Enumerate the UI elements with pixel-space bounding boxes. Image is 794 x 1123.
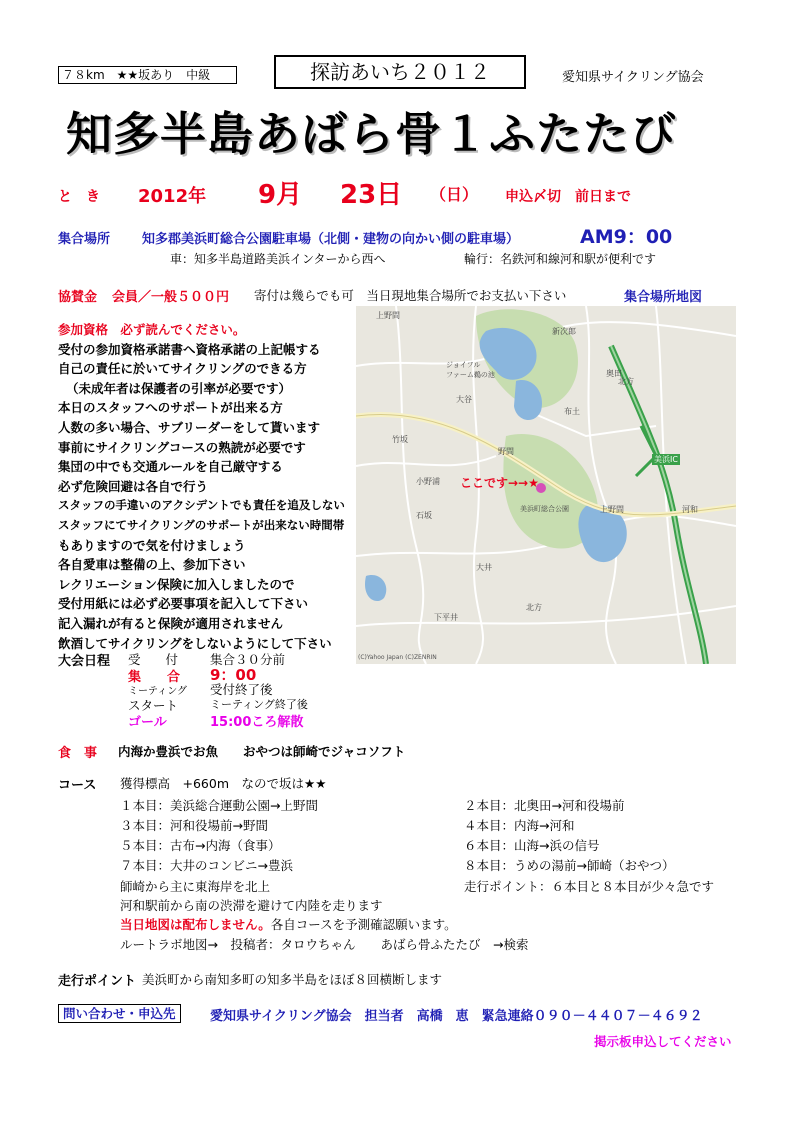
schedule-value: 集合３０分前 (210, 652, 286, 667)
map-place-label: 野間 (498, 447, 514, 456)
course-leg: ３本目：河和役場前→野間 (120, 818, 268, 833)
map-place-label: 竹坂 (392, 435, 408, 444)
requirement-line: 事前にサイクリングコースの熟読が必要です (58, 439, 306, 455)
schedule-row: 集 合 (128, 670, 181, 685)
map-place-label: 大井 (476, 563, 492, 572)
requirement-line: 各自愛車は整備の上、参加下さい (58, 557, 246, 573)
requirements-must: 必ず読んでください。 (120, 322, 246, 337)
course-leg: ７本目：大井のコンビニ→豊浜 (120, 858, 293, 873)
map-graphic (356, 306, 736, 664)
map-place-label: 奥田 (606, 369, 622, 378)
map-place-label: 美浜町総合公園 (520, 505, 569, 513)
fee-amount: 会員／一般５００円 (112, 290, 230, 305)
fee-note: 寄付は幾らでも可 当日現地集合場所でお支払い下さい (254, 288, 567, 303)
requirement-line: 本日のスタッフへのサポートが出来る方 (58, 400, 283, 416)
course-elevation: 獲得標高 +660m なので坂は★★ (120, 776, 327, 791)
meeting-label: 集合場所 (58, 232, 111, 247)
schedule-value: ミーティング終了後 (210, 698, 308, 711)
no-map-warning: 当日地図は配布しません。 (120, 917, 271, 932)
map-place-label: 上野間 (376, 311, 400, 320)
map-place-label: ファーム鵜の池 (446, 371, 495, 379)
meeting-map[interactable] (356, 306, 736, 664)
schedule-row: ミーティング (128, 686, 187, 697)
meeting-place: 知多郡美浜町総合公園駐車場（北側・建物の向かい側の駐車場） (142, 232, 520, 247)
requirements-heading: 参加資格 (58, 322, 109, 337)
date-year: 2012年 (138, 186, 207, 207)
difficulty-badge: ７８km ★★坂あり 中級 (58, 66, 237, 84)
schedule-row: 受 付 (128, 652, 179, 667)
map-place-label: 北方 (526, 603, 542, 612)
map-place-label: 小野浦 (416, 477, 440, 486)
requirement-line: 受付用紙には必ず必要事項を記入して下さい (58, 596, 309, 612)
requirement-line: 自己の責任に於いてサイクリングのできる方 (58, 361, 307, 377)
requirement-line: （未成年者は保護者の引率が必要です） (66, 380, 292, 396)
map-place-label: 布土 (564, 407, 580, 416)
route-search: ルートラボ地図→ 投稿者：タロウちゃん あばら骨ふたたび →検索 (120, 937, 529, 952)
requirement-line: 必ず危険回避は各自で行う (58, 478, 209, 494)
date-label: と き (58, 189, 100, 205)
requirement-line: 飲酒してサイクリングをしないようにして下さい (58, 635, 332, 651)
meeting-time: AM9：00 (580, 226, 673, 248)
requirement-line: レクリエーション保険に加入しましたので (58, 576, 295, 592)
map-marker-label: ここです→→★ (460, 476, 539, 490)
fee-label: 協賛金 (58, 290, 98, 305)
requirement-line: もありますので気を付けましょう (58, 537, 246, 553)
course-note: 走行ポイント：６本目と８本目が少々急です (464, 879, 715, 894)
schedule-label: 大会日程 (58, 654, 111, 669)
requirement-line: 受付の参加資格承諾書へ資格承諾の上記帳する (58, 341, 321, 357)
course-note: 河和駅前から南の渋滞を避けて内陸を走ります (120, 898, 383, 913)
point-text: 美浜町から南知多町の知多半島をほぼ８回横断します (142, 972, 443, 987)
map-place-label: 上野間 (600, 505, 624, 514)
course-note: 師崎から主に東海岸を北上 (120, 879, 271, 894)
course-leg: ２本目：北奥田→河和役場前 (464, 798, 625, 813)
contact-label: 問い合わせ・申込先 (58, 1004, 181, 1023)
schedule-value: 15:00ころ解散 (210, 715, 304, 730)
map-label: 集合場所地図 (624, 290, 703, 305)
requirement-line: スタッフの手違いのアクシデントでも責任を追及しない (58, 498, 345, 513)
date-weekday: （日） (430, 185, 479, 204)
meal-text: 内海か豊浜でお魚 おやつは師崎でジャコソフト (118, 744, 406, 759)
course-leg: １本目：美浜総合運動公園→上野間 (120, 798, 318, 813)
course-leg: ８本目：うめの湯前→師崎（おやつ） (464, 858, 675, 873)
contact-text: 愛知県サイクリング協会 担当者 高橋 恵 緊急連絡０９０－４４０７－４６９２ (210, 1009, 703, 1024)
map-place-label: 北方 (618, 377, 634, 386)
schedule-row: ゴール (128, 715, 167, 730)
access-car: 車：知多半島道路美浜インターから西へ (170, 252, 386, 266)
series-box: 探訪あいち２０１２ (274, 55, 526, 89)
map-place-label: 石坂 (416, 511, 432, 520)
course-leg: ４本目：内海→河和 (464, 818, 575, 833)
course-no-map (120, 915, 457, 933)
organizer: 愛知県サイクリング協会 (562, 70, 704, 85)
map-place-label: 新次郎 (552, 327, 576, 336)
map-place-label: 大谷 (456, 395, 472, 404)
schedule-row: スタート (128, 698, 179, 713)
no-map-rest: 各自コースを予測確認願います。 (270, 917, 457, 932)
requirement-line: 記入漏れが有ると保険が適用されません (58, 615, 284, 631)
meal-label: 食 事 (58, 746, 98, 761)
page-title: 知多半島あばら骨１ふたたび (66, 107, 677, 161)
requirements (58, 320, 345, 653)
access-train: 輪行：名鉄河和線河和駅が便利です (464, 252, 657, 266)
schedule-value: 受付終了後 (210, 682, 273, 697)
board-notice: 掲示板申込してください (594, 1034, 732, 1049)
map-place-label: ジョイフル (446, 361, 481, 369)
deadline: 申込〆切 前日まで (505, 189, 631, 205)
course-label: コース (58, 778, 97, 793)
map-place-label: 河和 (682, 505, 698, 514)
map-place-label: 下平井 (434, 613, 458, 622)
course-leg: ６本目：山海→浜の信号 (464, 838, 600, 853)
map-copyright: (C)Yahoo Japan (C)ZENRIN (358, 654, 437, 661)
date-month: 9月 (258, 180, 303, 210)
point-label: 走行ポイント (58, 974, 137, 989)
course-leg: ５本目：古布→内海（食事） (120, 838, 281, 853)
schedule-value: 9：00 (210, 666, 257, 684)
map-place-label: 美浜IC (654, 455, 678, 464)
date-day: 23日 (340, 180, 403, 210)
requirement-line: 人数の多い場合、サブリーダーをして貰います (58, 419, 321, 435)
requirement-line: 集団の中でも交通ルールを自己厳守する (58, 459, 283, 475)
requirement-line: スタッフにてサイクリングのサポートが出来ない時間帯 (58, 517, 345, 532)
